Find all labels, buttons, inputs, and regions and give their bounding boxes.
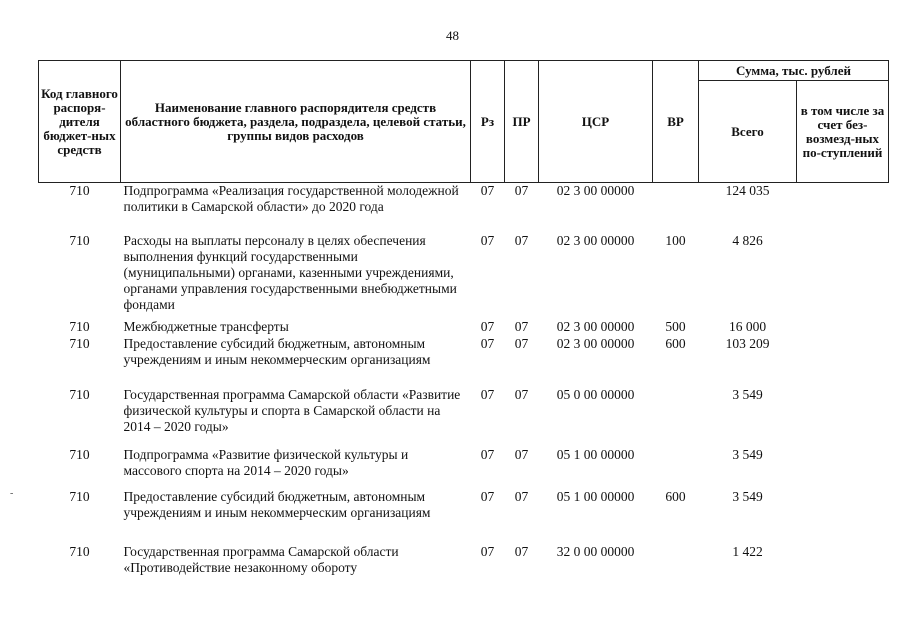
cell-vr bbox=[653, 183, 699, 233]
cell-rz: 07 bbox=[480, 386, 495, 402]
cell-pr: 07 bbox=[514, 318, 529, 334]
cell-vr bbox=[653, 387, 699, 447]
cell-vr bbox=[653, 447, 699, 489]
table-row bbox=[39, 319, 889, 336]
cell-name: Предоставление субсидий бюджетным, автономным учреждениям и иным некоммерческим организациям bbox=[123, 488, 431, 520]
cell-pr: 07 bbox=[514, 232, 529, 248]
cell-including bbox=[797, 387, 889, 447]
cell-including bbox=[797, 336, 889, 387]
cell-rz: 07 bbox=[480, 318, 495, 334]
cell-vr: 100 bbox=[665, 232, 686, 248]
cell-total: 103 209 bbox=[725, 335, 770, 351]
cell-rz: 07 bbox=[480, 335, 495, 351]
cell-csr: 02 3 00 00000 bbox=[556, 335, 635, 351]
table-row bbox=[39, 183, 889, 233]
cell-code: 710 bbox=[69, 232, 90, 248]
cell-pr: 07 bbox=[514, 335, 529, 351]
cell-pr: 07 bbox=[514, 386, 529, 402]
header-rz: Рз bbox=[471, 61, 505, 183]
page-number: 48 bbox=[446, 28, 459, 43]
cell-vr: 600 bbox=[665, 488, 686, 504]
cell-code: 710 bbox=[69, 183, 90, 198]
header-code: Код главного распоря-дителя бюджет-ных средств bbox=[39, 61, 121, 183]
cell-code: 710 bbox=[69, 543, 90, 559]
header-name: Наименование главного распорядителя средств областного бюджета, раздела, подраздела, целевой статьи, группы видов расходов bbox=[121, 61, 471, 183]
margin-mark: - bbox=[10, 488, 14, 499]
cell-name: Подпрограмма «Реализация государственной молодежной политики в Самарской области» до 2020 года bbox=[123, 183, 459, 214]
table-row bbox=[39, 233, 889, 319]
cell-csr: 05 1 00 00000 bbox=[556, 446, 635, 462]
cell-total: 3 549 bbox=[732, 386, 763, 402]
cell-including bbox=[797, 233, 889, 319]
cell-total: 124 035 bbox=[725, 183, 770, 198]
cell-rz: 07 bbox=[480, 446, 495, 462]
cell-total: 3 549 bbox=[732, 488, 763, 504]
header-sum: Сумма, тыс. рублей bbox=[699, 61, 889, 81]
cell-including bbox=[797, 447, 889, 489]
cell-including bbox=[797, 544, 889, 578]
table-row bbox=[39, 387, 889, 447]
cell-rz: 07 bbox=[480, 183, 495, 198]
cell-total: 4 826 bbox=[732, 232, 763, 248]
cell-code: 710 bbox=[69, 386, 90, 402]
cell-rz: 07 bbox=[480, 543, 495, 559]
cell-code: 710 bbox=[69, 446, 90, 462]
cell-csr: 02 3 00 00000 bbox=[556, 183, 635, 198]
header-vr: ВР bbox=[653, 61, 699, 183]
cell-csr: 02 3 00 00000 bbox=[556, 318, 635, 334]
cell-name: Государственная программа Самарской области «Развитие физической культуры и спорта в Самарской области на 2014 – 2020 годы» bbox=[123, 386, 461, 434]
cell-pr: 07 bbox=[514, 488, 529, 504]
table-row bbox=[39, 544, 889, 578]
cell-pr: 07 bbox=[514, 446, 529, 462]
header-including: в том числе за счет без-возмезд-ных по-ступлений bbox=[797, 81, 889, 183]
budget-table bbox=[38, 60, 889, 578]
table-row bbox=[39, 489, 889, 544]
cell-vr: 600 bbox=[665, 335, 686, 351]
cell-name: Предоставление субсидий бюджетным, автономным учреждениям и иным некоммерческим организациям bbox=[123, 335, 431, 367]
cell-name: Подпрограмма «Развитие физической культуры и массового спорта на 2014 – 2020 годы» bbox=[123, 446, 409, 478]
cell-csr: 32 0 00 00000 bbox=[556, 543, 635, 559]
cell-pr: 07 bbox=[514, 543, 529, 559]
cell-total: 3 549 bbox=[732, 446, 763, 462]
header-pr: ПР bbox=[505, 61, 539, 183]
cell-rz: 07 bbox=[480, 488, 495, 504]
cell-pr: 07 bbox=[514, 183, 529, 198]
cell-vr bbox=[653, 544, 699, 578]
header-csr: ЦСР bbox=[539, 61, 653, 183]
cell-total: 1 422 bbox=[732, 543, 763, 559]
cell-csr: 05 0 00 00000 bbox=[556, 386, 635, 402]
cell-name: Расходы на выплаты персоналу в целях обеспечения выполнения функций государственными (муниципальными) органами, казенными учреждениями, органами управления государственными внебюджетными фондами bbox=[123, 232, 457, 312]
table-row bbox=[39, 336, 889, 387]
cell-including bbox=[797, 319, 889, 336]
cell-including bbox=[797, 183, 889, 233]
cell-name: Государственная программа Самарской области «Противодействие незаконному обороту bbox=[123, 543, 399, 575]
cell-code: 710 bbox=[69, 488, 90, 504]
cell-total: 16 000 bbox=[728, 318, 767, 334]
cell-code: 710 bbox=[69, 318, 90, 334]
cell-including bbox=[797, 489, 889, 544]
cell-vr: 500 bbox=[665, 318, 686, 334]
cell-name: Межбюджетные трансферты bbox=[123, 318, 289, 334]
cell-code: 710 bbox=[69, 335, 90, 351]
header-total: Всего bbox=[699, 81, 797, 183]
cell-rz: 07 bbox=[480, 232, 495, 248]
table-row bbox=[39, 447, 889, 489]
cell-csr: 05 1 00 00000 bbox=[556, 488, 635, 504]
header-row-1 bbox=[39, 61, 889, 81]
cell-csr: 02 3 00 00000 bbox=[556, 232, 635, 248]
